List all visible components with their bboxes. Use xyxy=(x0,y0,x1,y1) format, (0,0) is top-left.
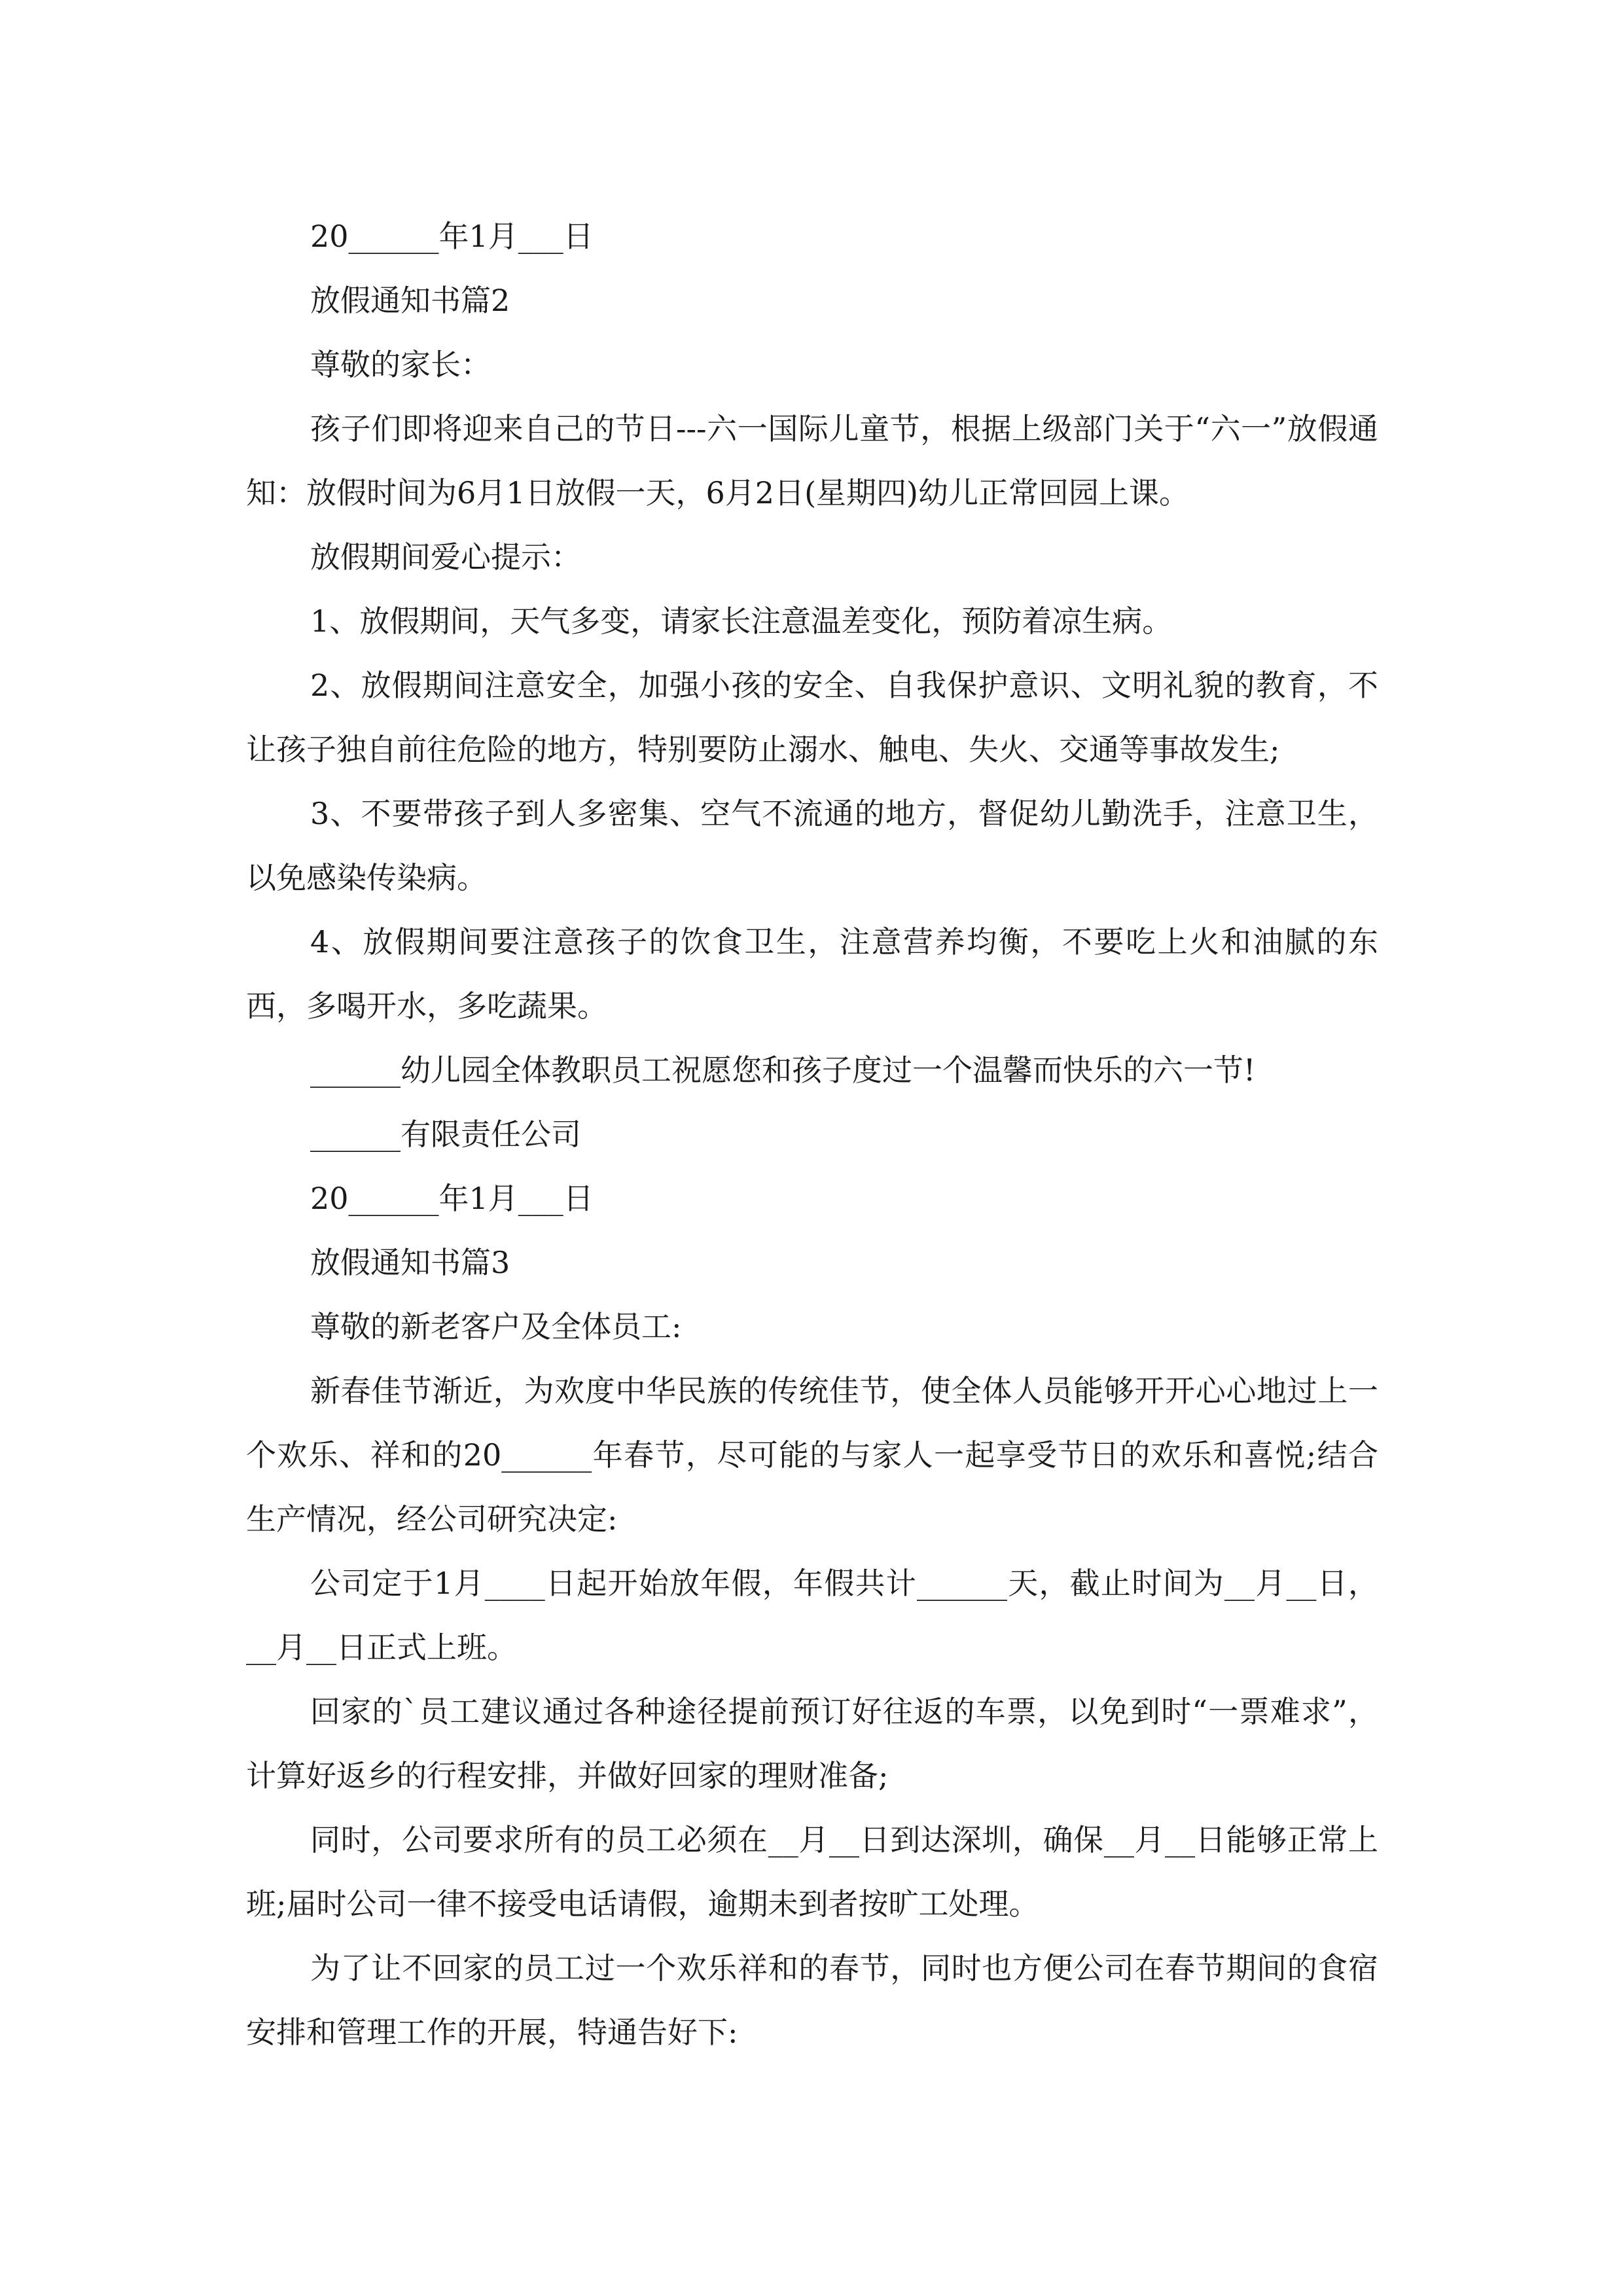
greeting-line: 尊敬的家长： xyxy=(310,347,491,382)
section-heading: 放假通知书篇3 xyxy=(310,1245,510,1280)
closing-line: ______幼儿园全体教职员工祝愿您和孩子度过一个温馨而快乐的六一节! xyxy=(310,1052,1256,1088)
paragraph: 公司定于1月____日起开始放年假，年假共计______天，截止时间为__月__日，__月__日正式上班。 xyxy=(246,1566,1378,1665)
paragraph: 为了让不回家的员工过一个欢乐祥和的春节，同时也方便公司在春节期间的食宿安排和管理工作的开展，特通告好下: xyxy=(246,1950,1378,2050)
paragraph: 同时，公司要求所有的员工必须在__月__日到达深圳，确保__月__日能够正常上班;届时公司一律不接受电话请假，逾期未到者按旷工处理。 xyxy=(246,1822,1378,1922)
date-line: 20______年1月___日 xyxy=(310,219,594,254)
greeting-line: 尊敬的新老客户及全体员工: xyxy=(310,1309,682,1344)
paragraph: 孩子们即将迎来自己的节日---六一国际儿童节，根据上级部门关于“六一”放假通知：放假时间为6月1日放假一天，6月2日(星期四)幼儿正常回园上课。 xyxy=(246,411,1378,511)
paragraph: 3、不要带孩子到人多密集、空气不流通的地方，督促幼儿勤洗手，注意卫生，以免感染传染病。 xyxy=(246,796,1378,895)
paragraph: 4、放假期间要注意孩子的饮食卫生，注意营养均衡，不要吃上火和油腻的东西，多喝开水，多吃蔬果。 xyxy=(246,924,1378,1024)
date-line: 20______年1月___日 xyxy=(310,1181,594,1216)
paragraph: 1、放假期间，天气多变，请家长注意温差变化，预防着凉生病。 xyxy=(310,603,1173,639)
paragraph: 回家的`员工建议通过各种途径提前预订好往返的车票，以免到时“一票难求”，计算好返乡的行程安排，并做好回家的理财准备; xyxy=(246,1694,1378,1793)
paragraph: 2、放假期间注意安全，加强小孩的安全、自我保护意识、文明礼貌的教育，不让孩子独自前往危险的地方，特别要防止溺水、触电、失火、交通等事故发生; xyxy=(246,668,1378,767)
signature-line: ______有限责任公司 xyxy=(310,1117,581,1152)
document-body xyxy=(246,204,1378,2064)
tips-heading: 放假期间爱心提示： xyxy=(310,539,581,575)
section-heading: 放假通知书篇2 xyxy=(310,283,510,318)
paragraph: 新春佳节渐近，为欢度中华民族的传统佳节，使全体人员能够开开心心地过上一个欢乐、祥和的20______年春节，尽可能的与家人一起享受节日的欢乐和喜悦;结合生产情况，经公司研究决定: xyxy=(246,1373,1378,1537)
